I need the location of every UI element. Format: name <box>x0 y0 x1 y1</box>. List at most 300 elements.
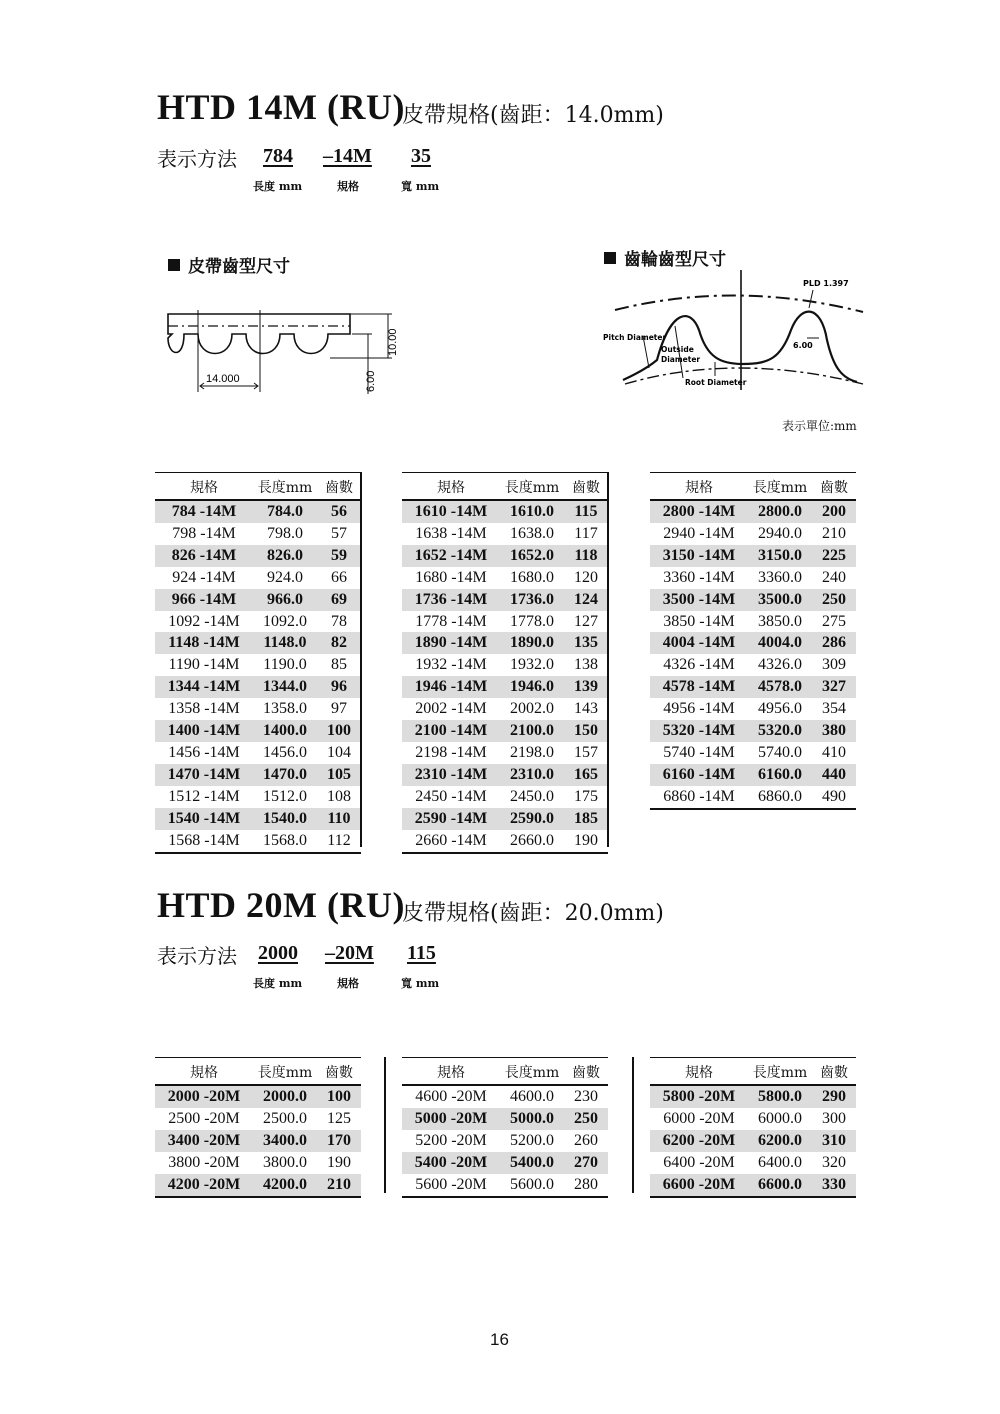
spec-cell: 4600 -20M <box>415 1088 487 1105</box>
table-row <box>650 545 856 567</box>
table-row <box>650 1085 856 1108</box>
spec-cell: 2002 -14M <box>415 700 487 718</box>
teeth-cell: 230 <box>574 1088 598 1105</box>
notation-label: 表示方法 <box>157 944 237 968</box>
spec-cell: 5740 -14M <box>663 743 735 761</box>
section-title-20m <box>157 884 405 926</box>
teeth-cell: 85 <box>331 656 347 674</box>
example-spec: –14M <box>323 145 372 167</box>
length-cell: 1568.0 <box>253 830 317 853</box>
belt-profile-diagram <box>160 300 400 405</box>
teeth-cell: 165 <box>564 764 608 786</box>
length-cell: 2000.0 <box>253 1085 317 1108</box>
teeth-cell: 210 <box>317 1174 361 1197</box>
spec-cell: 1778 -14M <box>415 612 487 630</box>
teeth-cell: 143 <box>574 700 598 718</box>
spec-cell: 4004 -14M <box>650 632 748 654</box>
teeth-cell: 100 <box>317 1085 361 1108</box>
table-row <box>155 545 361 567</box>
table-row <box>402 698 608 720</box>
teeth-cell: 290 <box>812 1085 856 1108</box>
table-row <box>402 720 608 742</box>
length-cell: 2002.0 <box>510 700 554 718</box>
length-cell: 5400.0 <box>500 1152 564 1174</box>
notation-label: 表示方法 <box>157 147 237 171</box>
column-header: 齒數 <box>317 473 361 501</box>
table-row <box>155 764 361 786</box>
table-row <box>650 654 856 676</box>
spec-cell: 6400 -20M <box>663 1153 735 1171</box>
spec-cell: 6600 -20M <box>650 1174 748 1197</box>
teeth-cell: 309 <box>822 656 846 674</box>
table-row <box>155 742 361 764</box>
teeth-cell: 440 <box>812 764 856 786</box>
length-cell: 6160.0 <box>748 764 812 786</box>
spec-cell: 1638 -14M <box>415 524 487 542</box>
table-row <box>650 611 856 633</box>
table-row <box>402 1152 608 1174</box>
length-cell: 3800.0 <box>263 1153 307 1171</box>
spec-cell: 2800 -14M <box>650 500 748 523</box>
teeth-cell: 250 <box>564 1108 608 1130</box>
teeth-cell: 127 <box>574 612 598 630</box>
spec-cell: 1946 -14M <box>402 676 500 698</box>
table-row <box>155 500 361 523</box>
title-text: HTD 14M (RU) <box>157 87 405 127</box>
teeth-cell: 110 <box>317 808 361 830</box>
length-cell: 5740.0 <box>758 743 802 761</box>
column-header: 規格 <box>155 473 253 501</box>
length-cell: 1092.0 <box>263 612 307 630</box>
column-header: 長度mm <box>253 1058 317 1086</box>
teeth-cell: 139 <box>564 676 608 698</box>
teeth-cell: 100 <box>317 720 361 742</box>
teeth-cell: 150 <box>564 720 608 742</box>
teeth-cell: 200 <box>812 500 856 523</box>
table-row <box>155 523 361 545</box>
teeth-cell: 66 <box>331 568 347 586</box>
spec-cell: 1680 -14M <box>415 568 487 586</box>
spec-cell: 2310 -14M <box>402 764 500 786</box>
table-row <box>155 1174 361 1197</box>
spec-cell: 3150 -14M <box>650 545 748 567</box>
table-row <box>402 808 608 830</box>
table-row <box>402 830 608 853</box>
example-width: 115 <box>407 942 436 964</box>
teeth-cell: 310 <box>812 1130 856 1152</box>
table-row <box>155 698 361 720</box>
table-row <box>650 676 856 698</box>
table-row <box>402 1085 608 1108</box>
table-row <box>650 764 856 786</box>
length-cell: 5000.0 <box>500 1108 564 1130</box>
spec-cell: 5600 -20M <box>402 1174 500 1197</box>
teeth-cell: 96 <box>317 676 361 698</box>
spec-cell: 2198 -14M <box>415 743 487 761</box>
table-row <box>650 589 856 611</box>
pulley-profile-diagram <box>595 268 870 396</box>
teeth-cell: 410 <box>822 743 846 761</box>
length-cell: 2660.0 <box>500 830 564 853</box>
table-row <box>155 1130 361 1152</box>
spec-cell: 1512 -14M <box>168 787 240 805</box>
example-length: 2000 <box>258 942 298 964</box>
teeth-cell: 300 <box>822 1109 846 1127</box>
table-row <box>402 611 608 633</box>
spec-cell: 1568 -14M <box>155 830 253 853</box>
table-row <box>155 720 361 742</box>
spec-cell: 1148 -14M <box>155 632 253 654</box>
pld-label: PLD 1.397 <box>803 279 849 288</box>
label-width: 寬 mm <box>401 180 440 193</box>
length-cell: 4004.0 <box>748 632 812 654</box>
spec-cell: 2450 -14M <box>415 787 487 805</box>
length-cell: 3500.0 <box>748 589 812 611</box>
title-text: HTD 20M (RU) <box>157 885 405 925</box>
table-row <box>402 589 608 611</box>
spec-cell: 2590 -14M <box>402 808 500 830</box>
length-cell: 6600.0 <box>748 1174 812 1197</box>
spec-cell: 5320 -14M <box>650 720 748 742</box>
length-cell: 4200.0 <box>253 1174 317 1197</box>
dim-pitch: 14.000 <box>206 373 240 385</box>
length-cell: 5200.0 <box>510 1131 554 1149</box>
teeth-cell: 97 <box>331 700 347 718</box>
page-number: 16 <box>490 1330 509 1349</box>
spec-cell: 784 -14M <box>155 500 253 523</box>
table-row <box>402 632 608 654</box>
column-header: 齒數 <box>812 473 856 501</box>
spec-cell: 1652 -14M <box>402 545 500 567</box>
example-spec: –20M <box>325 942 374 964</box>
spec-cell: 6200 -20M <box>650 1130 748 1152</box>
pitch-diameter-label: Pitch Diameter <box>603 333 667 342</box>
column-header: 齒數 <box>812 1058 856 1086</box>
spec-table-14m-1 <box>155 472 361 854</box>
spec-cell: 4200 -20M <box>155 1174 253 1197</box>
length-cell: 1512.0 <box>263 787 307 805</box>
teeth-cell: 190 <box>327 1153 351 1171</box>
spec-cell: 6160 -14M <box>650 764 748 786</box>
spec-cell: 826 -14M <box>155 545 253 567</box>
length-cell: 1456.0 <box>263 743 307 761</box>
length-cell: 1358.0 <box>263 700 307 718</box>
table-row <box>650 1174 856 1197</box>
spec-cell: 1344 -14M <box>155 676 253 698</box>
label-length: 長度 mm <box>253 180 303 193</box>
spec-cell: 4956 -14M <box>663 700 735 718</box>
spec-table-20m-2 <box>402 1057 608 1198</box>
length-cell: 2800.0 <box>748 500 812 523</box>
teeth-cell: 286 <box>812 632 856 654</box>
spec-cell: 2500 -20M <box>168 1109 240 1127</box>
spec-cell: 2660 -14M <box>402 830 500 853</box>
column-header: 規格 <box>155 1058 253 1086</box>
teeth-cell: 330 <box>812 1174 856 1197</box>
length-cell: 1610.0 <box>500 500 564 523</box>
example-length: 784 <box>263 145 293 167</box>
teeth-cell: 354 <box>822 700 846 718</box>
belt-profile-heading <box>168 252 290 277</box>
length-cell: 1778.0 <box>510 612 554 630</box>
spec-cell: 5400 -20M <box>402 1152 500 1174</box>
length-cell: 4956.0 <box>758 700 802 718</box>
table-row <box>650 500 856 523</box>
spec-cell: 1736 -14M <box>402 589 500 611</box>
teeth-cell: 175 <box>574 787 598 805</box>
table-row <box>402 1130 608 1152</box>
table-row <box>402 523 608 545</box>
teeth-cell: 275 <box>822 612 846 630</box>
table-row <box>650 1152 856 1174</box>
table-row <box>155 632 361 654</box>
column-divider <box>384 1057 386 1193</box>
teeth-cell: 170 <box>317 1130 361 1152</box>
column-header: 長度mm <box>253 473 317 501</box>
spec-cell: 1092 -14M <box>168 612 240 630</box>
table-row <box>155 589 361 611</box>
length-cell: 4578.0 <box>748 676 812 698</box>
table-row <box>155 567 361 589</box>
spec-cell: 3800 -20M <box>168 1153 240 1171</box>
label-length: 長度 mm <box>253 977 303 990</box>
teeth-cell: 105 <box>317 764 361 786</box>
section-subtitle-20m: 皮帶規格(齒距：20.0mm) <box>402 901 664 926</box>
length-cell: 1736.0 <box>500 589 564 611</box>
table-row <box>155 611 361 633</box>
spec-table-14m-3 <box>650 472 856 810</box>
length-cell: 1400.0 <box>253 720 317 742</box>
length-cell: 1470.0 <box>253 764 317 786</box>
outside-diameter-label-1: Outside <box>661 345 694 354</box>
table-row <box>402 764 608 786</box>
spec-cell: 1890 -14M <box>402 632 500 654</box>
length-cell: 2450.0 <box>510 787 554 805</box>
teeth-cell: 490 <box>812 786 856 809</box>
length-cell: 2590.0 <box>500 808 564 830</box>
table-row <box>402 654 608 676</box>
label-spec: 規格 <box>337 977 359 990</box>
table-row <box>650 1108 856 1130</box>
dim-height: 10.00 <box>387 328 399 356</box>
teeth-cell: 138 <box>574 656 598 674</box>
length-cell: 2500.0 <box>263 1109 307 1127</box>
spec-cell: 2940 -14M <box>663 524 735 542</box>
teeth-cell: 59 <box>317 545 361 567</box>
teeth-cell: 124 <box>564 589 608 611</box>
teeth-cell: 120 <box>574 568 598 586</box>
spec-cell: 5800 -20M <box>650 1085 748 1108</box>
column-header: 齒數 <box>317 1058 361 1086</box>
spec-table-14m-2 <box>402 472 608 854</box>
spec-cell: 1456 -14M <box>168 743 240 761</box>
teeth-cell: 185 <box>564 808 608 830</box>
length-cell: 1344.0 <box>253 676 317 698</box>
length-cell: 784.0 <box>253 500 317 523</box>
column-header: 規格 <box>402 1058 500 1086</box>
column-header: 規格 <box>650 1058 748 1086</box>
teeth-cell: 270 <box>564 1152 608 1174</box>
spec-cell: 924 -14M <box>172 568 236 586</box>
table-row <box>402 1108 608 1130</box>
spec-table-20m-3 <box>650 1057 856 1198</box>
length-cell: 5600.0 <box>500 1174 564 1197</box>
unit-note: 表示單位:mm <box>782 419 857 433</box>
label-width: 寬 mm <box>401 977 440 990</box>
table-row <box>155 830 361 853</box>
spec-cell: 4578 -14M <box>650 676 748 698</box>
spec-cell: 3360 -14M <box>663 568 735 586</box>
length-cell: 2310.0 <box>500 764 564 786</box>
teeth-cell: 117 <box>574 524 598 542</box>
length-cell: 1148.0 <box>253 632 317 654</box>
teeth-cell: 56 <box>317 500 361 523</box>
table-row <box>650 720 856 742</box>
spec-cell: 5000 -20M <box>402 1108 500 1130</box>
teeth-cell: 260 <box>574 1131 598 1149</box>
table-row <box>650 742 856 764</box>
spec-cell: 1358 -14M <box>168 700 240 718</box>
teeth-cell: 108 <box>327 787 351 805</box>
teeth-cell: 190 <box>564 830 608 853</box>
spec-cell: 6860 -14M <box>650 786 748 809</box>
spec-cell: 966 -14M <box>155 589 253 611</box>
length-cell: 2100.0 <box>500 720 564 742</box>
table-row <box>155 654 361 676</box>
column-header: 齒數 <box>564 473 608 501</box>
column-divider <box>360 472 362 847</box>
spec-cell: 6000 -20M <box>663 1109 735 1127</box>
square-bullet-icon <box>604 252 616 264</box>
label-spec: 規格 <box>337 180 359 193</box>
dim-tooth-depth: 6.00 <box>365 370 377 392</box>
spec-cell: 798 -14M <box>172 524 236 542</box>
teeth-cell: 78 <box>331 612 347 630</box>
table-row <box>650 698 856 720</box>
length-cell: 5320.0 <box>748 720 812 742</box>
example-width: 35 <box>411 145 431 167</box>
teeth-cell: 125 <box>327 1109 351 1127</box>
root-diameter-label: Root Diameter <box>685 378 747 387</box>
column-header: 長度mm <box>748 1058 812 1086</box>
teeth-cell: 112 <box>317 830 361 853</box>
spec-table-20m-1 <box>155 1057 361 1198</box>
teeth-cell: 327 <box>812 676 856 698</box>
notation-14m <box>157 143 237 172</box>
section-subtitle-14m: 皮帶規格(齒距：14.0mm) <box>402 103 664 128</box>
table-row <box>155 808 361 830</box>
column-header: 規格 <box>650 473 748 501</box>
belt-profile-heading-text: 皮帶齒型尺寸 <box>188 257 290 277</box>
column-header: 長度mm <box>500 473 564 501</box>
length-cell: 1890.0 <box>500 632 564 654</box>
length-cell: 1652.0 <box>500 545 564 567</box>
teeth-cell: 225 <box>812 545 856 567</box>
teeth-cell: 118 <box>564 545 608 567</box>
teeth-cell: 157 <box>574 743 598 761</box>
teeth-cell: 57 <box>331 524 347 542</box>
spec-cell: 2100 -14M <box>402 720 500 742</box>
teeth-cell: 69 <box>317 589 361 611</box>
outside-diameter-label-2: Diameter <box>661 355 701 364</box>
length-cell: 2198.0 <box>510 743 554 761</box>
table-row <box>650 567 856 589</box>
column-header: 長度mm <box>748 473 812 501</box>
length-cell: 3150.0 <box>748 545 812 567</box>
spec-cell: 5200 -20M <box>415 1131 487 1149</box>
table-row <box>650 1130 856 1152</box>
spec-cell: 3850 -14M <box>663 612 735 630</box>
length-cell: 5800.0 <box>748 1085 812 1108</box>
length-cell: 966.0 <box>253 589 317 611</box>
length-cell: 1946.0 <box>500 676 564 698</box>
teeth-cell: 82 <box>317 632 361 654</box>
length-cell: 1932.0 <box>510 656 554 674</box>
spec-cell: 1932 -14M <box>415 656 487 674</box>
table-row <box>650 786 856 809</box>
column-header: 齒數 <box>564 1058 608 1086</box>
table-row <box>402 676 608 698</box>
table-row <box>402 786 608 808</box>
teeth-cell: 280 <box>564 1174 608 1197</box>
teeth-cell: 240 <box>822 568 846 586</box>
length-cell: 1638.0 <box>510 524 554 542</box>
teeth-cell: 210 <box>822 524 846 542</box>
teeth-cell: 115 <box>564 500 608 523</box>
spec-cell: 1470 -14M <box>155 764 253 786</box>
length-cell: 3360.0 <box>758 568 802 586</box>
spec-cell: 1540 -14M <box>155 808 253 830</box>
table-row <box>402 545 608 567</box>
spec-cell: 3400 -20M <box>155 1130 253 1152</box>
table-row <box>155 1108 361 1130</box>
teeth-cell: 135 <box>564 632 608 654</box>
table-row <box>402 742 608 764</box>
spec-cell: 3500 -14M <box>650 589 748 611</box>
length-cell: 6000.0 <box>758 1109 802 1127</box>
length-cell: 1680.0 <box>510 568 554 586</box>
length-cell: 798.0 <box>267 524 303 542</box>
pulley-profile-heading <box>604 245 726 270</box>
column-divider <box>607 472 609 847</box>
spec-cell: 2000 -20M <box>155 1085 253 1108</box>
spec-cell: 4326 -14M <box>663 656 735 674</box>
teeth-cell: 320 <box>822 1153 846 1171</box>
length-cell: 826.0 <box>253 545 317 567</box>
table-row <box>155 676 361 698</box>
column-divider <box>632 1057 634 1193</box>
length-cell: 1190.0 <box>263 656 307 674</box>
table-row <box>155 1152 361 1174</box>
spec-cell: 1610 -14M <box>402 500 500 523</box>
square-bullet-icon <box>168 259 180 271</box>
teeth-cell: 104 <box>327 743 351 761</box>
table-row <box>650 523 856 545</box>
length-cell: 2940.0 <box>758 524 802 542</box>
notation-20m <box>157 940 237 969</box>
column-header: 規格 <box>402 473 500 501</box>
section-title-14m <box>157 86 405 128</box>
teeth-cell: 250 <box>812 589 856 611</box>
table-row <box>650 632 856 654</box>
groove-depth-label: 6.00 <box>793 341 813 350</box>
length-cell: 4326.0 <box>758 656 802 674</box>
table-row <box>155 786 361 808</box>
teeth-cell: 380 <box>812 720 856 742</box>
table-row <box>155 1085 361 1108</box>
table-row <box>402 500 608 523</box>
length-cell: 6860.0 <box>748 786 812 809</box>
